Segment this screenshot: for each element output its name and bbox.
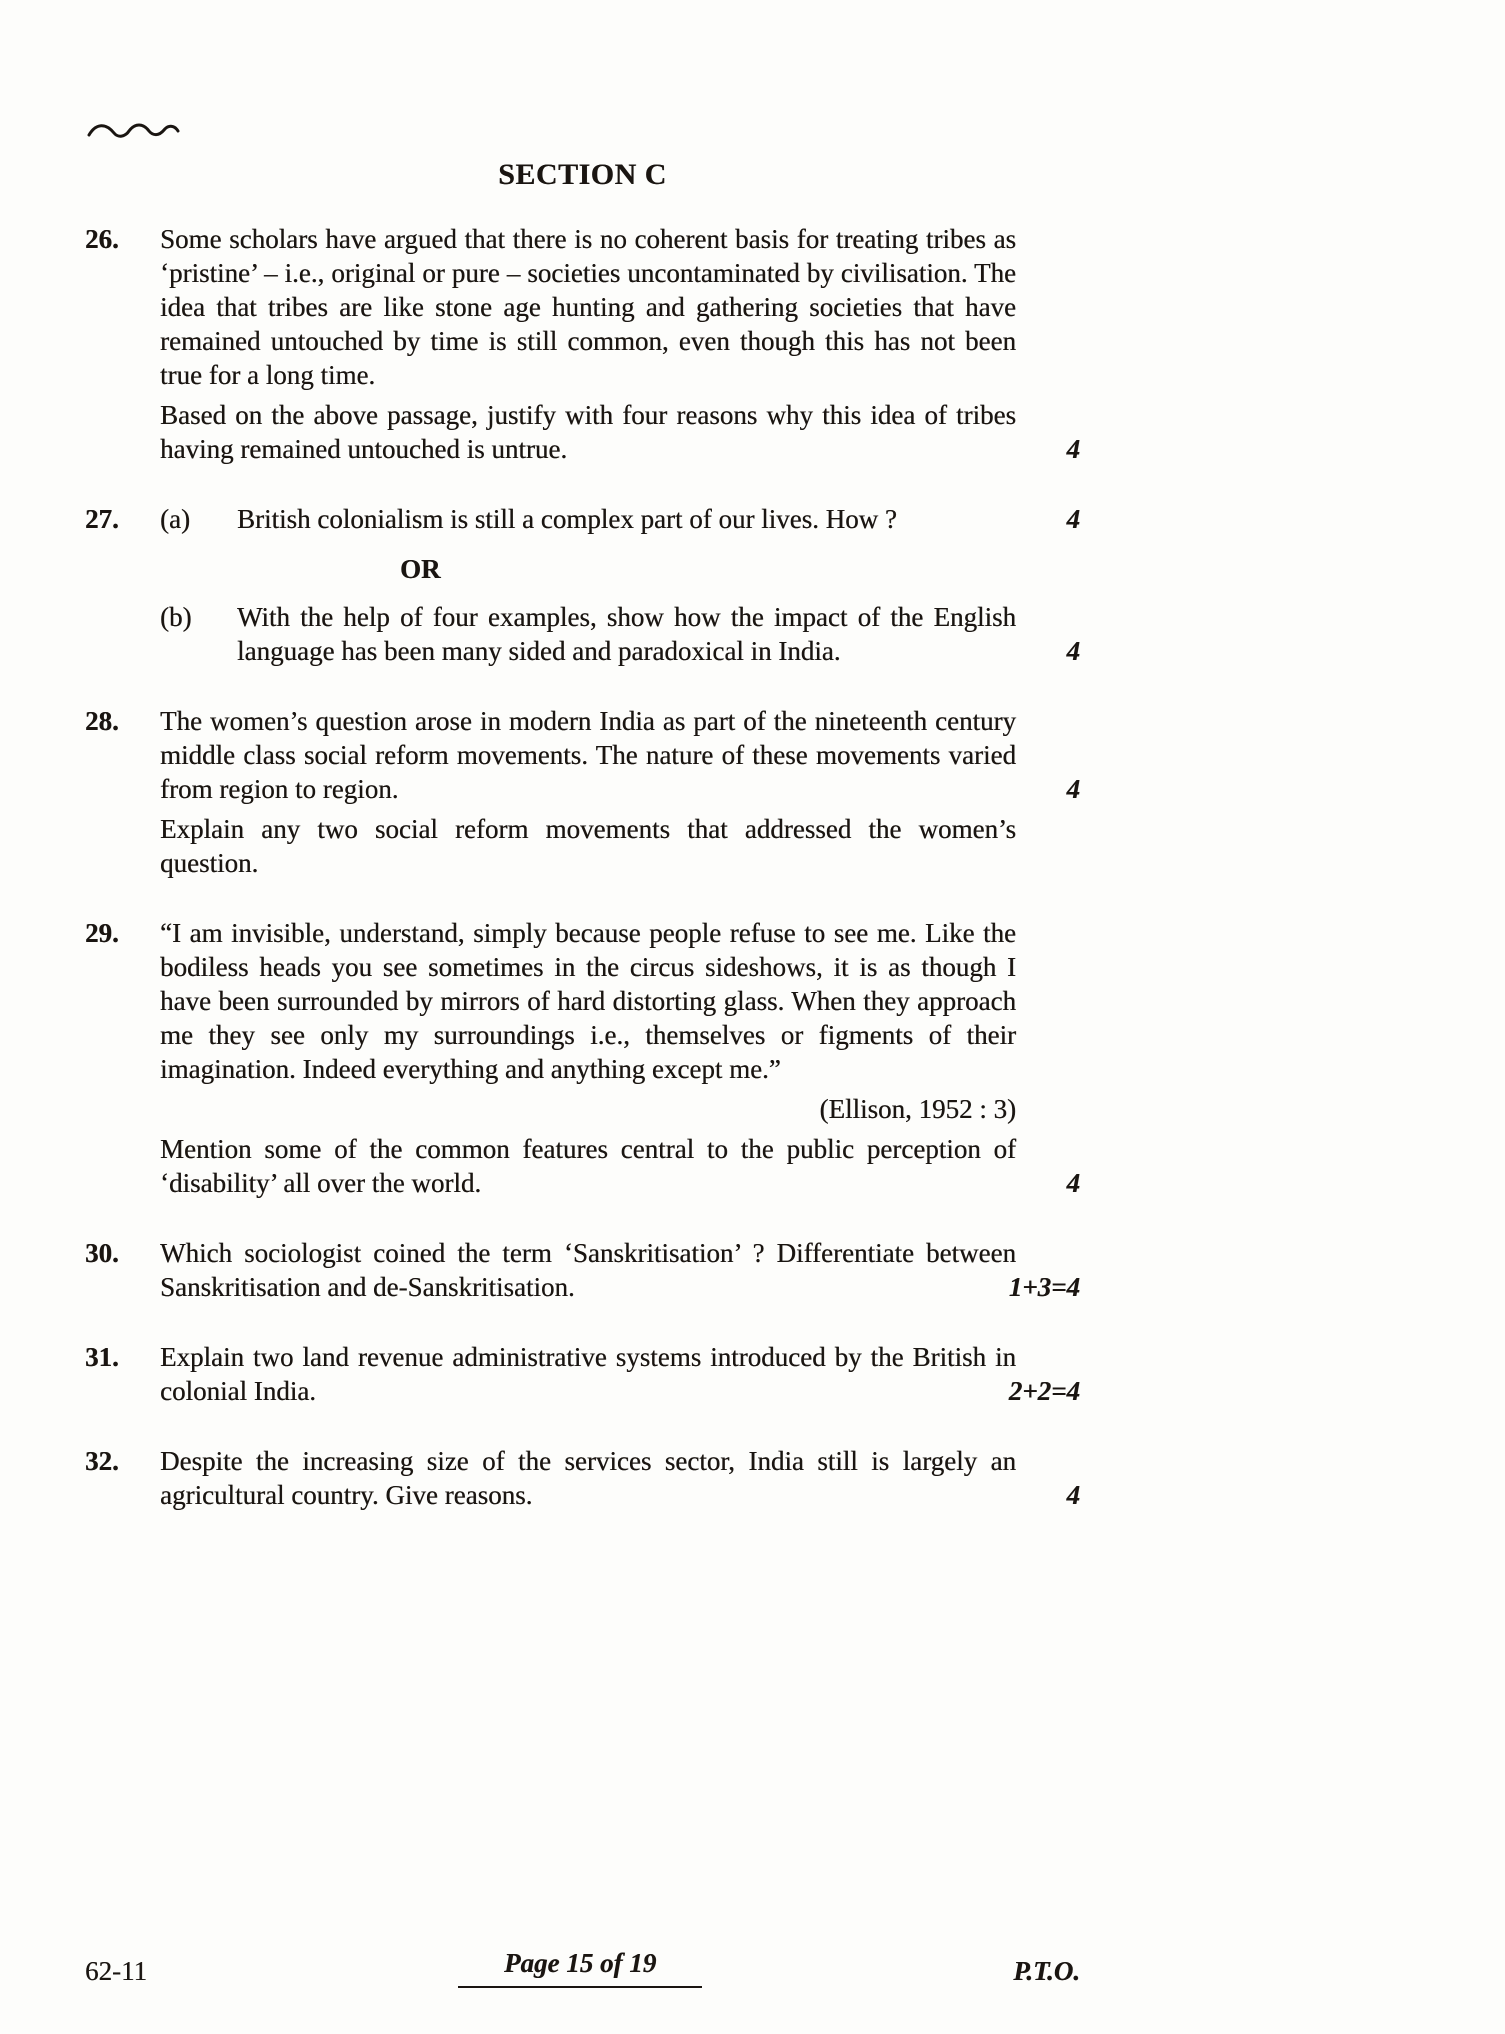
question-number: 32. xyxy=(85,1446,119,1476)
pto-label: P.T.O. xyxy=(1013,1956,1080,1986)
question-number: 27. xyxy=(85,504,119,534)
paragraph-text: British colonialism is still a complex part of our lives. How ? xyxy=(237,504,897,534)
page-footer xyxy=(85,1946,1080,1988)
question-29 xyxy=(85,916,1080,1206)
question-body xyxy=(160,704,1080,886)
paragraph-text: The women’s question arose in modern India as part of the nineteenth century middle class social reform movements. The nature of these movements varied from region to region. xyxy=(160,706,1016,804)
question-body xyxy=(160,916,1080,1206)
question-body xyxy=(160,502,1080,674)
question-paragraph xyxy=(160,1236,1080,1304)
question-paragraph xyxy=(160,812,1016,880)
paper-code: 62-11 xyxy=(85,1956,147,1986)
squiggle-icon xyxy=(85,118,181,146)
question-body xyxy=(160,1340,1080,1414)
question-31 xyxy=(85,1340,1080,1414)
question-part-b xyxy=(160,600,1080,674)
part-label: (a) xyxy=(160,504,190,534)
marks-value: 4 xyxy=(1066,434,1080,464)
question-part-a xyxy=(160,502,1080,542)
marks-value: 4 xyxy=(1066,1168,1080,1198)
question-paragraph xyxy=(160,398,1080,466)
question-paragraph xyxy=(237,502,1080,536)
question-number: 29. xyxy=(85,918,119,948)
marks-value: 2+2=4 xyxy=(1008,1376,1080,1406)
marks-value: 4 xyxy=(1066,774,1080,804)
part-label: (b) xyxy=(160,602,192,632)
question-body xyxy=(160,1444,1080,1518)
quote-attribution: (Ellison, 1952 : 3) xyxy=(819,1094,1016,1124)
paragraph-text: Based on the above passage, justify with four reasons why this idea of tribes having remained untouched is untrue. xyxy=(160,400,1016,464)
question-number: 31. xyxy=(85,1342,119,1372)
paragraph-text: Explain two land revenue administrative systems introduced by the British in colonial India. xyxy=(160,1342,1016,1406)
paragraph-text: With the help of four examples, show how the impact of the English language has been many sided and paradoxical in India. xyxy=(237,602,1016,666)
or-divider: OR xyxy=(400,554,441,584)
marks-value: 4 xyxy=(1066,504,1080,534)
question-paragraph xyxy=(160,1340,1080,1408)
paragraph-text: Despite the increasing size of the services sector, India still is largely an agricultural country. Give reasons. xyxy=(160,1446,1016,1510)
quote-paragraph xyxy=(160,916,1016,1086)
question-body xyxy=(160,222,1080,472)
question-28 xyxy=(85,704,1080,886)
question-paragraph xyxy=(160,222,1016,392)
paragraph-text: “I am invisible, understand, simply because people refuse to see me. Like the bodiless heads you see sometimes in the circus sideshows, it is as though I have been surrounded by mirrors of hard distorting glass. When they approach me they see only my surroundings i.e., themselves or figments of their imagination. Indeed everything and anything except me.” xyxy=(160,918,1016,1084)
marks-value: 1+3=4 xyxy=(1008,1272,1080,1302)
question-26 xyxy=(85,222,1080,472)
question-number: 26. xyxy=(85,224,119,254)
question-body xyxy=(160,1236,1080,1310)
question-paragraph xyxy=(237,600,1080,668)
question-number: 30. xyxy=(85,1238,119,1268)
section-title: SECTION C xyxy=(498,158,667,191)
marks-value: 4 xyxy=(1066,636,1080,666)
handwritten-squiggle-mark xyxy=(85,118,1080,152)
question-paragraph xyxy=(160,1444,1080,1512)
paragraph-text: Which sociologist coined the term ‘Sanskritisation’ ? Differentiate between Sanskritisation and de-Sanskritisation. xyxy=(160,1238,1016,1302)
question-27 xyxy=(85,502,1080,674)
paragraph-text: Mention some of the common features central to the public perception of ‘disability’ all over the world. xyxy=(160,1134,1016,1198)
question-number: 28. xyxy=(85,706,119,736)
page-content xyxy=(85,118,1080,1548)
question-32 xyxy=(85,1444,1080,1518)
question-paragraph xyxy=(160,1132,1080,1200)
paragraph-text: Some scholars have argued that there is no coherent basis for treating tribes as ‘pristine’ – i.e., original or pure – societies uncontaminated by civilisation. The idea that tribes are like stone age hunting and gathering societies that have remained untouched by time is still common, even though this has not been true for a long time. xyxy=(160,224,1016,390)
question-paragraph xyxy=(160,704,1080,806)
question-30 xyxy=(85,1236,1080,1310)
marks-value: 4 xyxy=(1066,1480,1080,1510)
paragraph-text: Explain any two social reform movements that addressed the women’s question. xyxy=(160,814,1016,878)
page-number: Page 15 of 19 xyxy=(458,1946,702,1988)
